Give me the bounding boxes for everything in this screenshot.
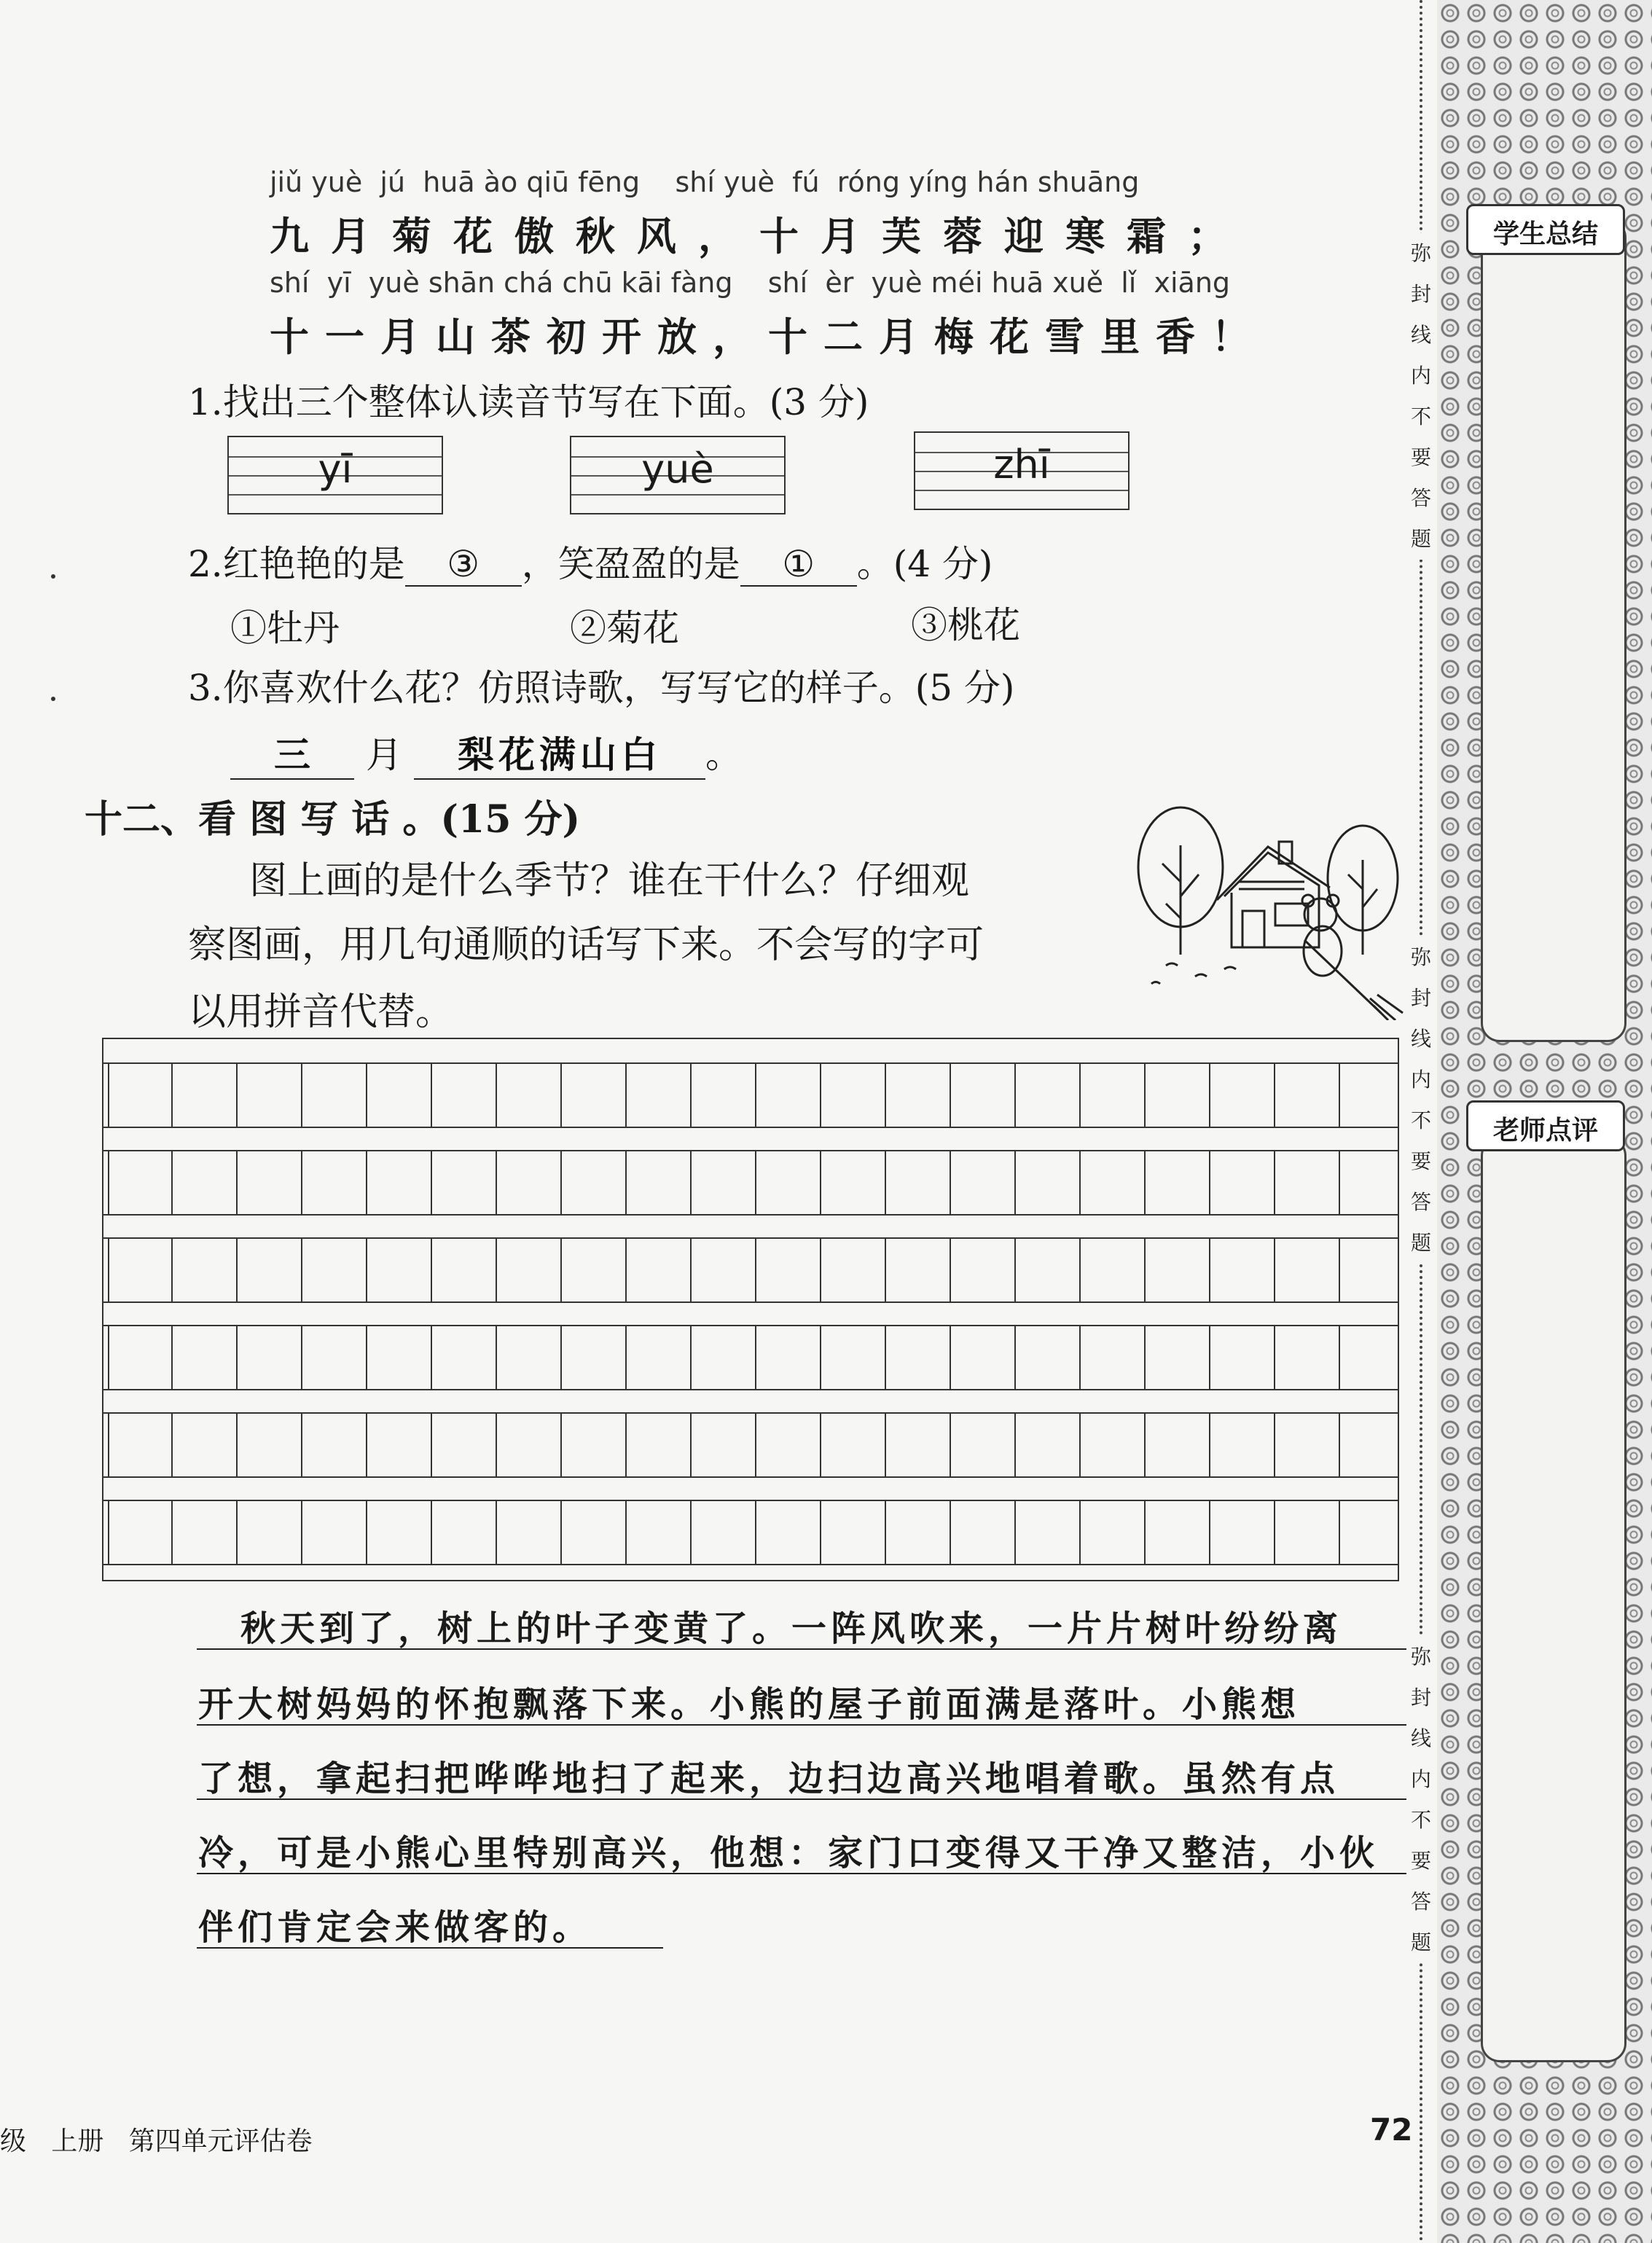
writing-grid[interactable] [102, 1038, 1399, 1581]
footer-book-info: 级 上册 第四单元评估卷 [0, 2126, 313, 2156]
grid-cell[interactable] [1081, 1414, 1146, 1476]
house-door [1242, 911, 1264, 947]
poem-line-2: 十一月山茶初开放，十二月梅花雪里香！ [270, 313, 1267, 360]
grid-cell[interactable] [627, 1326, 692, 1389]
grid-cell[interactable] [562, 1414, 627, 1476]
grid-cell[interactable] [108, 1501, 173, 1564]
grid-cell[interactable] [367, 1414, 432, 1476]
grid-cell[interactable] [692, 1501, 756, 1564]
poem-line-1: 九月菊花傲秋风，十月芙蓉迎寒霜； [270, 213, 1249, 259]
grid-cell[interactable] [497, 1151, 562, 1214]
pinyin-answer-2: yuè [641, 446, 714, 492]
student-summary-panel[interactable] [1481, 219, 1626, 1042]
seal-note-2: 弥 封 线 内 不 要 答 题 [1406, 937, 1436, 1264]
grid-cell[interactable] [302, 1326, 367, 1389]
grid-cell[interactable] [692, 1064, 756, 1127]
grid-cell[interactable] [367, 1501, 432, 1564]
grid-cell[interactable] [1275, 1414, 1340, 1476]
poem-pinyin-2: shí yī yuè shān chá chū kāi fàng shí èr yuè méi huā xuě lǐ xiāng [270, 267, 1231, 299]
grid-cell[interactable] [821, 1151, 886, 1214]
answer-underline-3 [197, 1798, 1406, 1800]
section-12-instruction-3: 以用拼音代替。 [188, 990, 454, 1034]
grid-cell[interactable] [238, 1501, 302, 1564]
grid-cell[interactable] [692, 1414, 756, 1476]
grid-cell[interactable] [821, 1414, 886, 1476]
grid-cell[interactable] [1275, 1064, 1340, 1127]
poem-pinyin-1: jiǔ yuè jú huā ào qiū fēng shí yuè fú róng yíng hán shuāng [270, 166, 1140, 198]
grid-cell[interactable] [1146, 1414, 1210, 1476]
autumn-illustration [1122, 802, 1414, 1020]
grid-cell[interactable] [1210, 1501, 1275, 1564]
grid-cell[interactable] [173, 1064, 238, 1127]
grid-cell[interactable] [432, 1501, 497, 1564]
question-2 [188, 535, 993, 587]
teacher-comment-panel[interactable] [1481, 1137, 1626, 2062]
grid-cell[interactable] [432, 1064, 497, 1127]
margin-dot-1 [51, 574, 55, 579]
grid-cell[interactable] [302, 1064, 367, 1127]
house-window [1275, 904, 1308, 925]
answer-underline-4 [197, 1873, 1406, 1874]
grid-cell[interactable] [886, 1326, 951, 1389]
grid-cell[interactable] [173, 1239, 238, 1301]
grid-cell[interactable] [108, 1326, 173, 1389]
grid-cell[interactable] [756, 1326, 821, 1389]
broom-head [1370, 995, 1403, 1020]
grid-cell[interactable] [692, 1151, 756, 1214]
pinyin-box-2 [570, 436, 786, 514]
answer-underline-2 [197, 1724, 1406, 1726]
answer-underline-5 [197, 1947, 663, 1949]
grid-cell[interactable] [173, 1151, 238, 1214]
grid-cell[interactable] [756, 1501, 821, 1564]
grid-cell[interactable] [562, 1064, 627, 1127]
grid-cell[interactable] [1016, 1326, 1081, 1389]
grid-cell[interactable] [432, 1414, 497, 1476]
grid-cell[interactable] [108, 1151, 173, 1214]
writing-line-2: 开大树妈妈的怀抱飘落下来。小熊的屋子前面满是落叶。小熊想 [198, 1684, 1301, 1725]
grid-cell[interactable] [886, 1501, 951, 1564]
section-12-instruction-2: 察图画，用几句通顺的话写下来。不会写的字可 [188, 923, 984, 967]
grid-cell[interactable] [1016, 1414, 1081, 1476]
seal-note-1: 弥 封 线 内 不 要 答 题 [1406, 233, 1436, 560]
decorative-sidebar [1437, 0, 1652, 2243]
grid-row [103, 1500, 1398, 1565]
section-12-title: 十二、看 图 写 话 。(15 分) [85, 797, 581, 842]
option-2: ②菊花 [570, 607, 679, 649]
grid-cell[interactable] [1016, 1064, 1081, 1127]
house [1224, 853, 1319, 947]
grid-cell[interactable] [1146, 1501, 1210, 1564]
question-2-prefix: 2.红艳艳的是 [188, 543, 405, 585]
grid-cell[interactable] [302, 1151, 367, 1214]
option-1: ①牡丹 [230, 607, 340, 649]
question-2-middle: ，笑盈盈的是 [521, 543, 740, 585]
seal-note-3: 弥 封 线 内 不 要 答 题 [1406, 1637, 1436, 1963]
question-3-end: 。 [705, 734, 742, 776]
grid-cell[interactable] [1146, 1064, 1210, 1127]
grid-cell[interactable] [302, 1414, 367, 1476]
grid-cell[interactable] [627, 1501, 692, 1564]
grid-cell[interactable] [562, 1151, 627, 1214]
grid-cell[interactable] [1275, 1501, 1340, 1564]
grid-cell[interactable] [238, 1239, 302, 1301]
pinyin-answer-3: zhī [993, 442, 1050, 488]
grid-cell[interactable] [108, 1239, 173, 1301]
pinyin-answer-1: yī [318, 446, 353, 492]
house-siding [1239, 882, 1304, 889]
grid-cell[interactable] [1146, 1326, 1210, 1389]
grid-cell[interactable] [1210, 1151, 1275, 1214]
grid-cell[interactable] [238, 1326, 302, 1389]
grid-cell[interactable] [238, 1064, 302, 1127]
grid-cell[interactable] [1146, 1151, 1210, 1214]
answer-blank-2: ① [740, 543, 857, 587]
grid-cell[interactable] [367, 1239, 432, 1301]
grid-cell[interactable] [1081, 1239, 1146, 1301]
grid-cell[interactable] [497, 1326, 562, 1389]
grid-cell[interactable] [497, 1414, 562, 1476]
grid-cell[interactable] [821, 1501, 886, 1564]
grid-cell[interactable] [432, 1151, 497, 1214]
grid-cell[interactable] [497, 1501, 562, 1564]
page-number: 72 [1370, 2112, 1413, 2148]
grid-cell[interactable] [1081, 1501, 1146, 1564]
left-tree-trunk [1162, 845, 1199, 955]
grid-cell[interactable] [756, 1239, 821, 1301]
grid-cell[interactable] [367, 1064, 432, 1127]
option-3: ③桃花 [911, 604, 1020, 646]
grid-cell[interactable] [821, 1064, 886, 1127]
section-12-instruction-1: 图上画的是什么季节？谁在干什么？仔细观 [249, 859, 970, 903]
pinyin-box-3 [914, 431, 1130, 510]
grid-cell[interactable] [951, 1239, 1016, 1301]
question-1: 1.找出三个整体认读音节写在下面。(3 分) [188, 381, 869, 423]
writing-line-5: 伴们肯定会来做客的。 [198, 1907, 592, 1948]
question-3-answer [230, 726, 742, 780]
teacher-comment-label: 老师点评 [1466, 1100, 1625, 1151]
grid-cell[interactable] [756, 1414, 821, 1476]
pinyin-box-1 [227, 436, 443, 514]
grid-cell[interactable] [367, 1151, 432, 1214]
grid-cell[interactable] [951, 1151, 1016, 1214]
writing-line-4: 冷，可是小熊心里特别高兴，他想：家门口变得又干净又整洁，小伙 [198, 1833, 1379, 1874]
student-summary-label: 学生总结 [1466, 204, 1625, 255]
grid-cell[interactable] [432, 1239, 497, 1301]
grid-cell[interactable] [108, 1064, 173, 1127]
grid-cell[interactable] [627, 1151, 692, 1214]
answer-blank-1: ③ [405, 543, 522, 587]
grid-cell[interactable] [562, 1326, 627, 1389]
grid-cell[interactable] [627, 1064, 692, 1127]
grid-cell[interactable] [108, 1414, 173, 1476]
grid-cell[interactable] [951, 1064, 1016, 1127]
month-label: 月 [366, 734, 402, 776]
grid-row [103, 1062, 1398, 1128]
grid-cell[interactable] [497, 1239, 562, 1301]
grid-cell[interactable] [886, 1414, 951, 1476]
grid-row [103, 1325, 1398, 1390]
grid-cell[interactable] [1146, 1239, 1210, 1301]
grid-cell[interactable] [692, 1326, 756, 1389]
grid-cell[interactable] [886, 1064, 951, 1127]
grid-cell[interactable] [497, 1064, 562, 1127]
grid-cell[interactable] [1081, 1064, 1146, 1127]
answer-phrase: 梨花满山白 [414, 726, 705, 780]
grid-cell[interactable] [756, 1151, 821, 1214]
grid-cell[interactable] [173, 1326, 238, 1389]
fallen-leaves [1151, 963, 1236, 984]
grid-cell[interactable] [302, 1501, 367, 1564]
grid-cell[interactable] [562, 1501, 627, 1564]
grid-cell[interactable] [886, 1151, 951, 1214]
grid-cell[interactable] [1210, 1064, 1275, 1127]
margin-dot-2 [51, 697, 55, 701]
grid-cell[interactable] [1016, 1151, 1081, 1214]
grid-cell[interactable] [173, 1501, 238, 1564]
grid-cell[interactable] [821, 1326, 886, 1389]
grid-cell[interactable] [1210, 1326, 1275, 1389]
grid-cell[interactable] [562, 1239, 627, 1301]
grid-cell[interactable] [821, 1239, 886, 1301]
grid-row [103, 1237, 1398, 1303]
question-2-suffix: 。(4 分) [856, 543, 993, 585]
house-roof [1217, 847, 1330, 900]
grid-cell[interactable] [1275, 1239, 1340, 1301]
grid-cell[interactable] [886, 1239, 951, 1301]
grid-cell[interactable] [1275, 1151, 1340, 1214]
grid-row [103, 1412, 1398, 1478]
answer-underline-1 [197, 1648, 1406, 1650]
grid-cell[interactable] [1210, 1239, 1275, 1301]
grid-cell[interactable] [1210, 1414, 1275, 1476]
grid-row [103, 1150, 1398, 1216]
grid-cell[interactable] [951, 1501, 1016, 1564]
grid-cell[interactable] [1081, 1326, 1146, 1389]
grid-cell[interactable] [173, 1414, 238, 1476]
grid-cell[interactable] [302, 1239, 367, 1301]
grid-cell[interactable] [1081, 1151, 1146, 1214]
answer-month: 三 [230, 726, 354, 780]
grid-cell[interactable] [1275, 1326, 1340, 1389]
grid-cell[interactable] [238, 1151, 302, 1214]
bear-body [1304, 926, 1342, 976]
right-tree-trunk [1348, 860, 1377, 955]
grid-cell[interactable] [432, 1326, 497, 1389]
grid-cell[interactable] [951, 1326, 1016, 1389]
question-3: 3.你喜欢什么花？仿照诗歌，写写它的样子。(5 分) [188, 667, 1015, 709]
grid-cell[interactable] [951, 1414, 1016, 1476]
grid-cell[interactable] [367, 1326, 432, 1389]
grid-cell[interactable] [1016, 1501, 1081, 1564]
grid-cell[interactable] [1016, 1239, 1081, 1301]
writing-line-1: 秋天到了，树上的叶子变黄了。一阵风吹来，一片片树叶纷纷离 [240, 1608, 1343, 1649]
grid-cell[interactable] [692, 1239, 756, 1301]
writing-line-3: 了想，拿起扫把哗哗地扫了起来，边扫边高兴地唱着歌。虽然有点 [198, 1758, 1340, 1799]
grid-cell[interactable] [238, 1414, 302, 1476]
grid-cell[interactable] [627, 1414, 692, 1476]
grid-cell[interactable] [627, 1239, 692, 1301]
grid-cell[interactable] [756, 1064, 821, 1127]
